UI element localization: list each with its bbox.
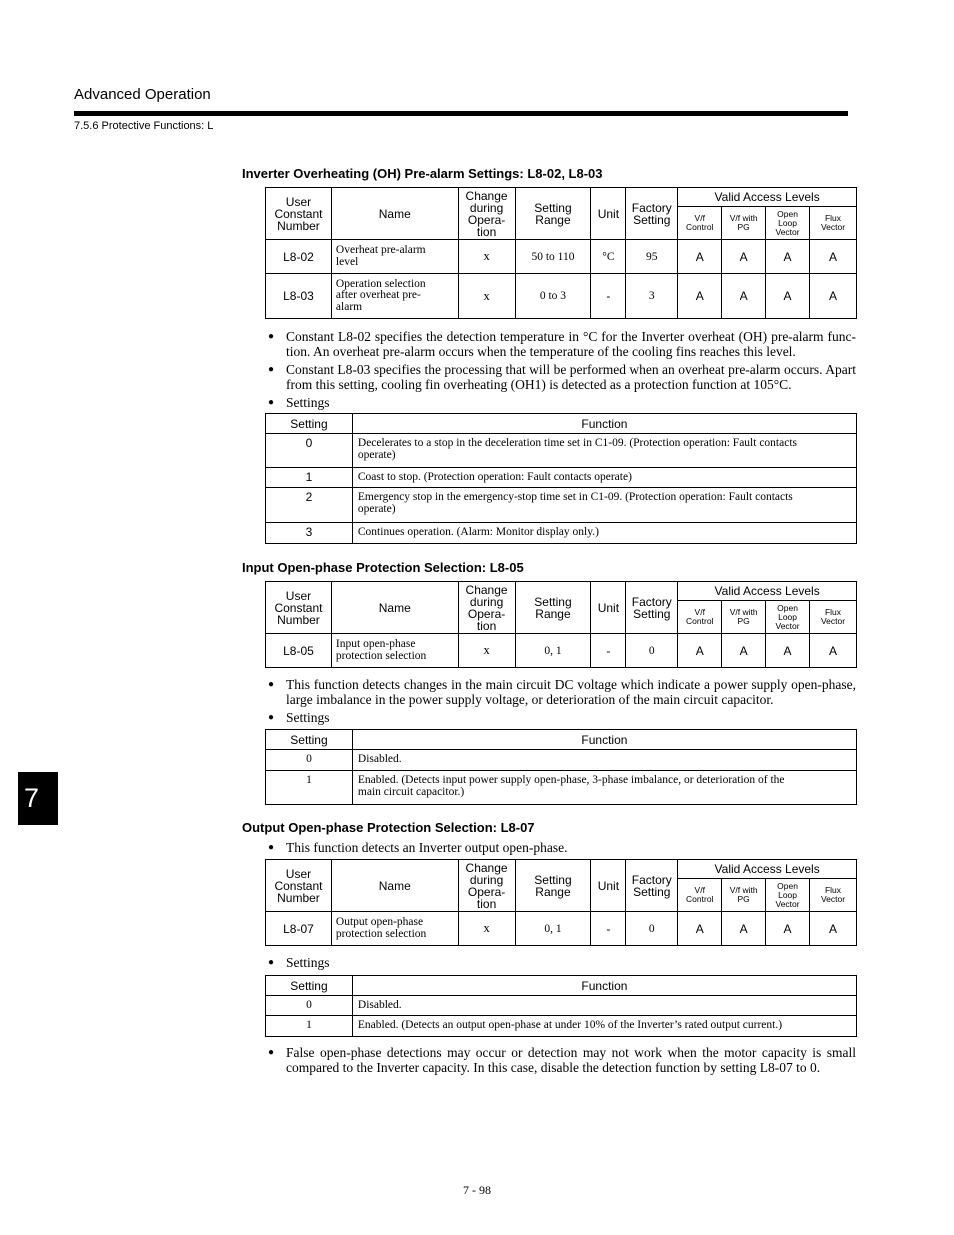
table-row: L8-05 Input open-phase protection selection x 0, 1 - 0 A A A A (266, 634, 857, 668)
bullet-list-oh-prealarm (266, 330, 856, 415)
header-unit: Unit (591, 188, 626, 240)
table-row: 1 Enabled. (Detects an output open-phase at under 10% of the Inverter’s rated output current.) (266, 1016, 857, 1037)
table-row: L8-07 Output open-phase protection selection x 0, 1 - 0 A A A A (266, 912, 857, 946)
param-table-output-open-phase (265, 859, 857, 946)
list-item: ● Constant L8-03 specifies the processing that will be performed when an overheat pre-alarm occurs. Apart from this setting, cooling fin overheating (OH1) is detected as a protection function at 105°C. (268, 362, 856, 392)
header-flux-vector: Flux Vector (810, 879, 857, 912)
table-row: 1 Enabled. (Detects input power supply open-phase, 3-phase imbalance, or deterioration of the main circuit capacitor.) (266, 771, 857, 805)
table-row: L8-03 Operation selection after overheat pre- alarm x 0 to 3 - 3 A A A A (266, 274, 857, 319)
header-setting-range: Setting Range (515, 582, 591, 634)
header-user-constant: User Constant Number (266, 582, 332, 634)
settings-table-oh-prealarm (265, 413, 857, 544)
header-vf-control: V/f Control (678, 207, 722, 240)
table-row: 2 Emergency stop in the emergency-stop time set in C1-09. (Protection operation: Fault contacts operate) (266, 488, 857, 523)
header-unit: Unit (591, 860, 626, 912)
header-rule (74, 111, 848, 116)
header-factory: Factory Setting (626, 188, 678, 240)
list-item: ● Settings (268, 395, 330, 410)
section-title-output-open-phase: Output Open-phase Protection Selection: L8-07 (242, 820, 535, 835)
header-factory: Factory Setting (626, 860, 678, 912)
header-name: Name (331, 582, 458, 634)
header-vf-control: V/f Control (678, 879, 722, 912)
header-user-constant: User Constant Number (266, 860, 332, 912)
list-item: ● Settings (268, 955, 330, 970)
bullet-list-output-settings (266, 956, 856, 975)
list-item: ● This function detects an Inverter output open-phase. (268, 840, 568, 855)
header-open-loop-vector: Open Loop Vector (766, 207, 810, 240)
chapter-tab: 7 (18, 772, 58, 825)
list-item: ● This function detects changes in the main circuit DC voltage which indicate a power supply open-phase, large imbalance in the power supply voltage, or deterioration of the main circuit capacitor. (268, 677, 856, 707)
header-setting-range: Setting Range (515, 860, 591, 912)
header-function: Function (352, 976, 856, 996)
table-row: L8-02 Overheat pre-alarm level x 50 to 110 °C 95 A A A A (266, 240, 857, 274)
header-change: Change during Opera- tion (458, 188, 515, 240)
header-open-loop-vector: Open Loop Vector (766, 601, 810, 634)
param-table-input-open-phase (265, 581, 857, 668)
list-item: ● False open-phase detections may occur or detection may not work when the motor capacity is small compared to the Inverter capacity. In this case, disable the detection function by setting L8-07 to 0. (268, 1045, 856, 1075)
header-vf-pg: V/f with PG (722, 207, 766, 240)
header-unit: Unit (591, 582, 626, 634)
list-item: ● Constant L8-02 specifies the detection temperature in °C for the Inverter overheat (OH) pre-alarm func- tion. An overheat pre-alarm occurs when the temperature of the cooling fins reaches this level. (268, 329, 856, 359)
table-row: 0 Disabled. (266, 996, 857, 1016)
header-user-constant: User Constant Number (266, 188, 332, 240)
table-row: 0 Decelerates to a stop in the deceleration time set in C1-09. (Protection operation: Fault contacts operate) (266, 434, 857, 468)
section-title-oh-prealarm: Inverter Overheating (OH) Pre-alarm Settings: L8-02, L8-03 (242, 166, 603, 181)
bullet-list-input-open-phase (266, 678, 856, 730)
table-row: 0 Disabled. (266, 750, 857, 771)
table-row: 1 Coast to stop. (Protection operation: Fault contacts operate) (266, 468, 857, 488)
header-flux-vector: Flux Vector (810, 207, 857, 240)
header-setting-range: Setting Range (515, 188, 591, 240)
header-change: Change during Opera- tion (458, 582, 515, 634)
section-title-input-open-phase: Input Open-phase Protection Selection: L8-05 (242, 560, 524, 575)
header-factory: Factory Setting (626, 582, 678, 634)
header-change: Change during Opera- tion (458, 860, 515, 912)
header-open-loop-vector: Open Loop Vector (766, 879, 810, 912)
bullet-list-output-intro (266, 841, 856, 860)
header-function: Function (352, 414, 856, 434)
header-valid-access: Valid Access Levels (678, 188, 857, 207)
header-function: Function (352, 730, 856, 750)
param-table-oh-prealarm (265, 187, 857, 319)
header-name: Name (331, 860, 458, 912)
bullet-list-output-final (266, 1046, 856, 1079)
list-item: ● Settings (268, 710, 330, 725)
header-flux-vector: Flux Vector (810, 601, 857, 634)
settings-table-output-open-phase (265, 975, 857, 1037)
settings-table-input-open-phase (265, 729, 857, 805)
header-vf-pg: V/f with PG (722, 879, 766, 912)
header-valid-access: Valid Access Levels (678, 582, 857, 601)
header-setting: Setting (266, 976, 353, 996)
page-number: 7 - 98 (463, 1183, 491, 1197)
header-setting: Setting (266, 414, 353, 434)
chapter-heading: Advanced Operation (74, 86, 211, 103)
subsection-label: 7.5.6 Protective Functions: L (74, 120, 214, 132)
table-row: 3 Continues operation. (Alarm: Monitor display only.) (266, 523, 857, 544)
header-vf-pg: V/f with PG (722, 601, 766, 634)
header-setting: Setting (266, 730, 353, 750)
header-valid-access: Valid Access Levels (678, 860, 857, 879)
header-name: Name (331, 188, 458, 240)
header-vf-control: V/f Control (678, 601, 722, 634)
